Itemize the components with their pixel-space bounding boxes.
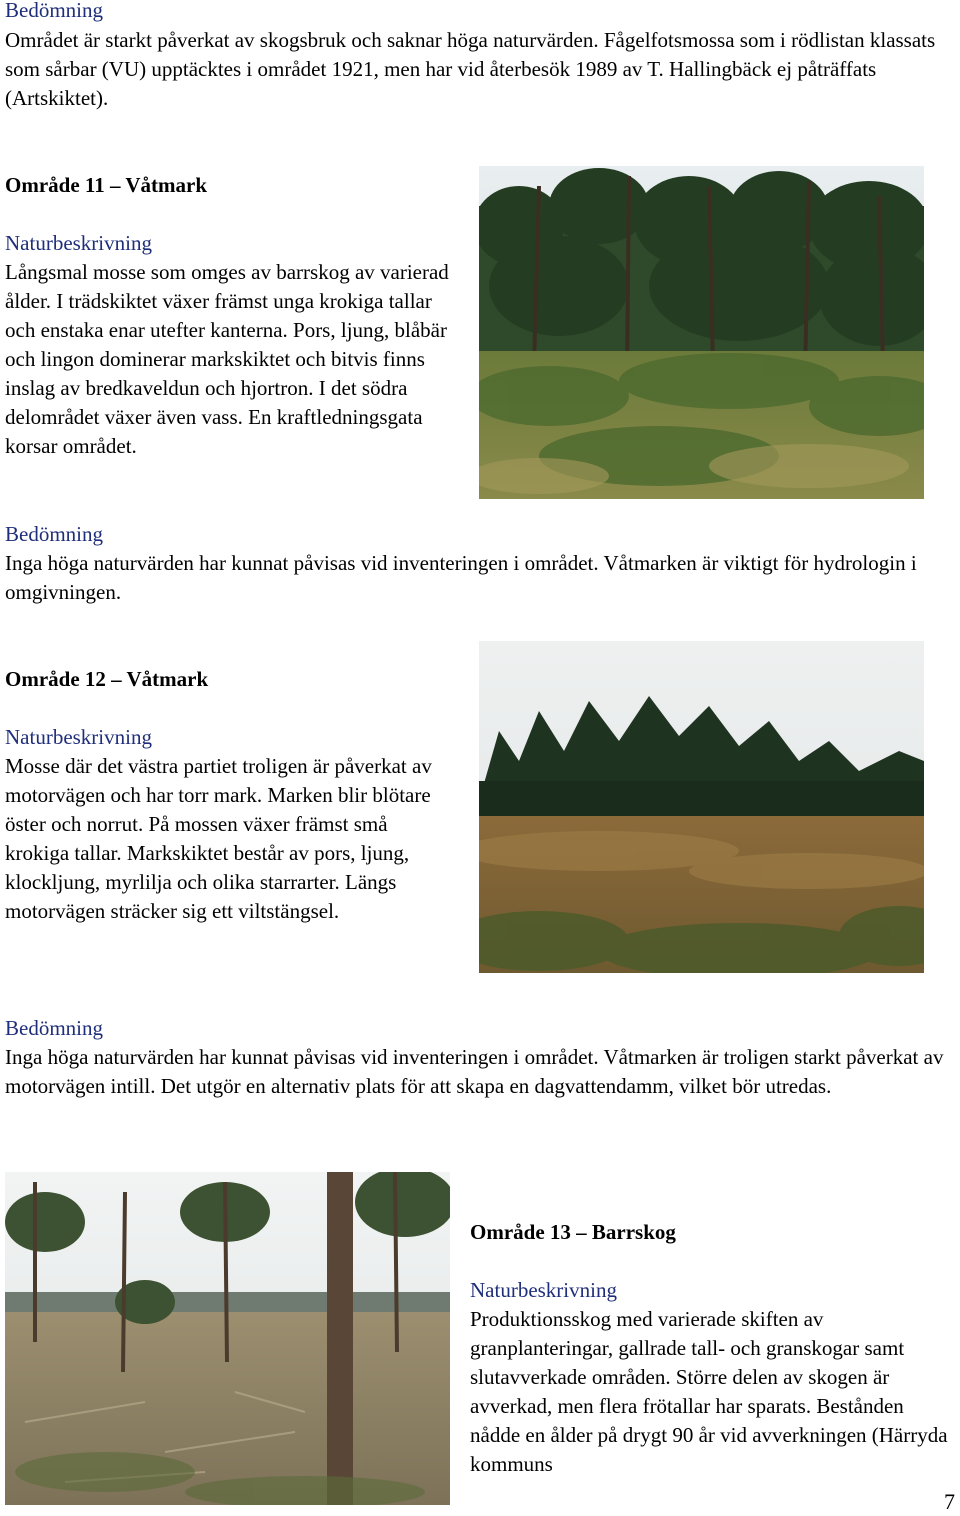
area12-assess-heading: Bedömning bbox=[5, 1016, 103, 1040]
area11-photo bbox=[479, 166, 924, 499]
area12-description: Mosse där det västra partiet troligen är påverkat av motorvägen och har torr mark. Marken blir blötare öster och norrut. På mossen växer främst små krokiga tallar. Markskiktet består av pors, ljung, klockljung, myrlilja och olika starrarter. Längs motorvägen sträcker sig ett viltstängsel. bbox=[5, 754, 432, 923]
area12-title: Område 12 – Våtmark bbox=[5, 667, 209, 691]
area12-desc-heading: Naturbeskrivning bbox=[5, 725, 152, 749]
area11-assessment: Inga höga naturvärden har kunnat påvisas vid inventeringen i området. Våtmarken är viktigt för hydrologin i omgivningen. bbox=[5, 551, 917, 604]
area12-photo bbox=[479, 641, 924, 973]
area13-description: Produktionsskog med varierade skiften av granplanteringar, gallrade tall- och granskogar samt slutavverkade områden. Större delen av skogen är avverkad, men flera frötallar har sparats. Bestånden nådde en ålder på drygt 90 år vid avverkningen (Härryda kommuns bbox=[470, 1307, 948, 1476]
page-number: 7 bbox=[944, 1489, 955, 1514]
area13-photo bbox=[5, 1172, 450, 1505]
intro-text: Området är starkt påverkat av skogsbruk och saknar höga naturvärden. Fågelfotsmossa som i rödlistan klassats som sårbar (VU) upptäcktes i området 1921, men har vid återbesök 1989 av T. Hallingbäck ej påträffats (Artskiktet). bbox=[5, 28, 936, 110]
intro-heading: Bedömning bbox=[5, 0, 103, 22]
area11-title: Område 11 – Våtmark bbox=[5, 173, 208, 197]
area13-desc-heading: Naturbeskrivning bbox=[470, 1278, 617, 1302]
area12-assessment: Inga höga naturvärden har kunnat påvisas vid inventeringen i området. Våtmarken är troligen starkt påverkat av motorvägen intill. Det utgör en alternativ plats för att skapa en dagvattendamm, vilket bör utredas. bbox=[5, 1045, 944, 1098]
area11-desc-heading: Naturbeskrivning bbox=[5, 231, 152, 255]
area13-title: Område 13 – Barrskog bbox=[470, 1220, 676, 1244]
area11-assess-heading: Bedömning bbox=[5, 522, 103, 546]
area11-description: Långsmal mosse som omges av barrskog av varierad ålder. I trädskiktet växer främst unga krokiga tallar och enstaka enar utefter kanterna. Pors, ljung, blåbär och lingon dominerar markskiktet och bitvis finns inslag av bredkaveldun och hjortron. I det södra delområdet växer även vass. En kraftledningsgata korsar området. bbox=[5, 260, 449, 458]
